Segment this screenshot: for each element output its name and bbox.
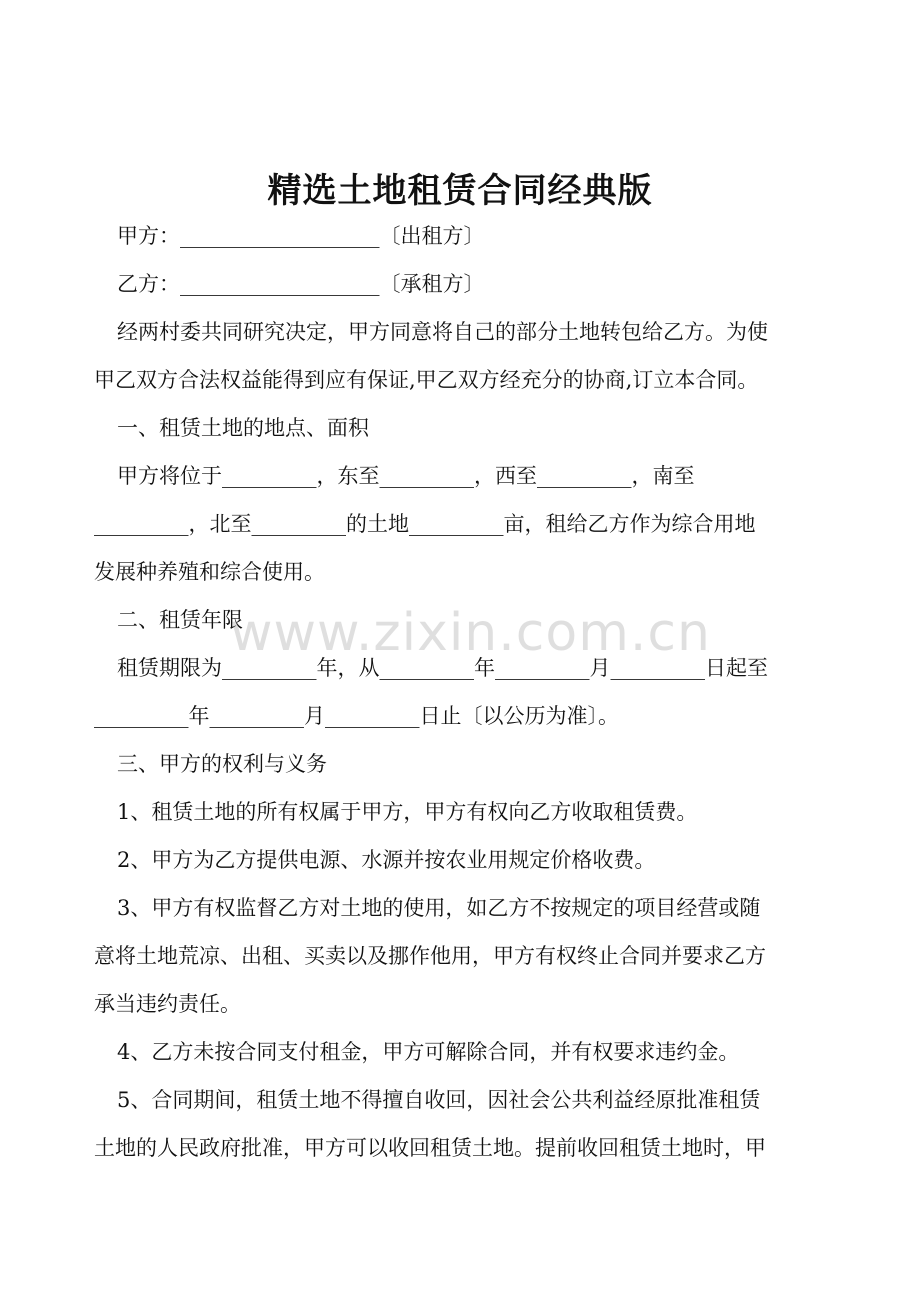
section-heading-location: 一、租赁土地的地点、面积 [117, 416, 369, 440]
party-a-line: 甲方：___________________〔出租方〕 [117, 224, 485, 248]
party-b-line: 乙方：___________________〔承租方〕 [117, 272, 485, 296]
clause-3-line: 意将土地荒凉、出租、买卖以及挪作他用，甲方有权终止合同并要求乙方 [94, 944, 766, 968]
location-paragraph-line: _________，北至_________的土地_________亩，租给乙方作为综合用地 [94, 512, 756, 536]
clause-2: 2、甲方为乙方提供电源、水源并按农业用规定价格收费。 [117, 848, 656, 872]
clause-5-line: 土地的人民政府批准，甲方可以收回租赁土地。提前收回租赁土地时，甲 [94, 1136, 766, 1160]
intro-paragraph-line: 甲乙双方合法权益能得到应有保证,甲乙双方经充分的协商,订立本合同。 [94, 368, 759, 392]
clause-1: 1、租赁土地的所有权属于甲方，甲方有权向乙方收取租赁费。 [117, 800, 698, 824]
section-heading-term: 二、租赁年限 [117, 608, 243, 632]
term-paragraph-line: _________年_________月_________日止〔以公历为准〕。 [94, 704, 619, 728]
document-title: 精选土地租赁合同经典版 [267, 171, 653, 211]
clause-5-line: 5、合同期间，租赁土地不得擅自收回，因社会公共利益经原批准租赁 [117, 1088, 761, 1112]
term-paragraph-line: 租赁期限为_________年，从_________年_________月_________日起至 [117, 656, 768, 680]
intro-paragraph-line: 经两村委共同研究决定，甲方同意将自己的部分土地转包给乙方。为使 [117, 320, 768, 344]
location-paragraph-line: 甲方将位于_________，东至_________，西至_________，南至 [117, 464, 695, 488]
clause-3-line: 3、甲方有权监督乙方对土地的使用，如乙方不按规定的项目经营或随 [117, 896, 761, 920]
section-heading-rights: 三、甲方的权利与义务 [117, 752, 327, 776]
clause-3-line: 承当违约责任。 [94, 992, 241, 1016]
location-paragraph-line: 发展种养殖和综合使用。 [94, 560, 325, 584]
watermark: www.zixin.com.cn [230, 603, 711, 663]
clause-4: 4、乙方未按合同支付租金，甲方可解除合同，并有权要求违约金。 [117, 1040, 740, 1064]
